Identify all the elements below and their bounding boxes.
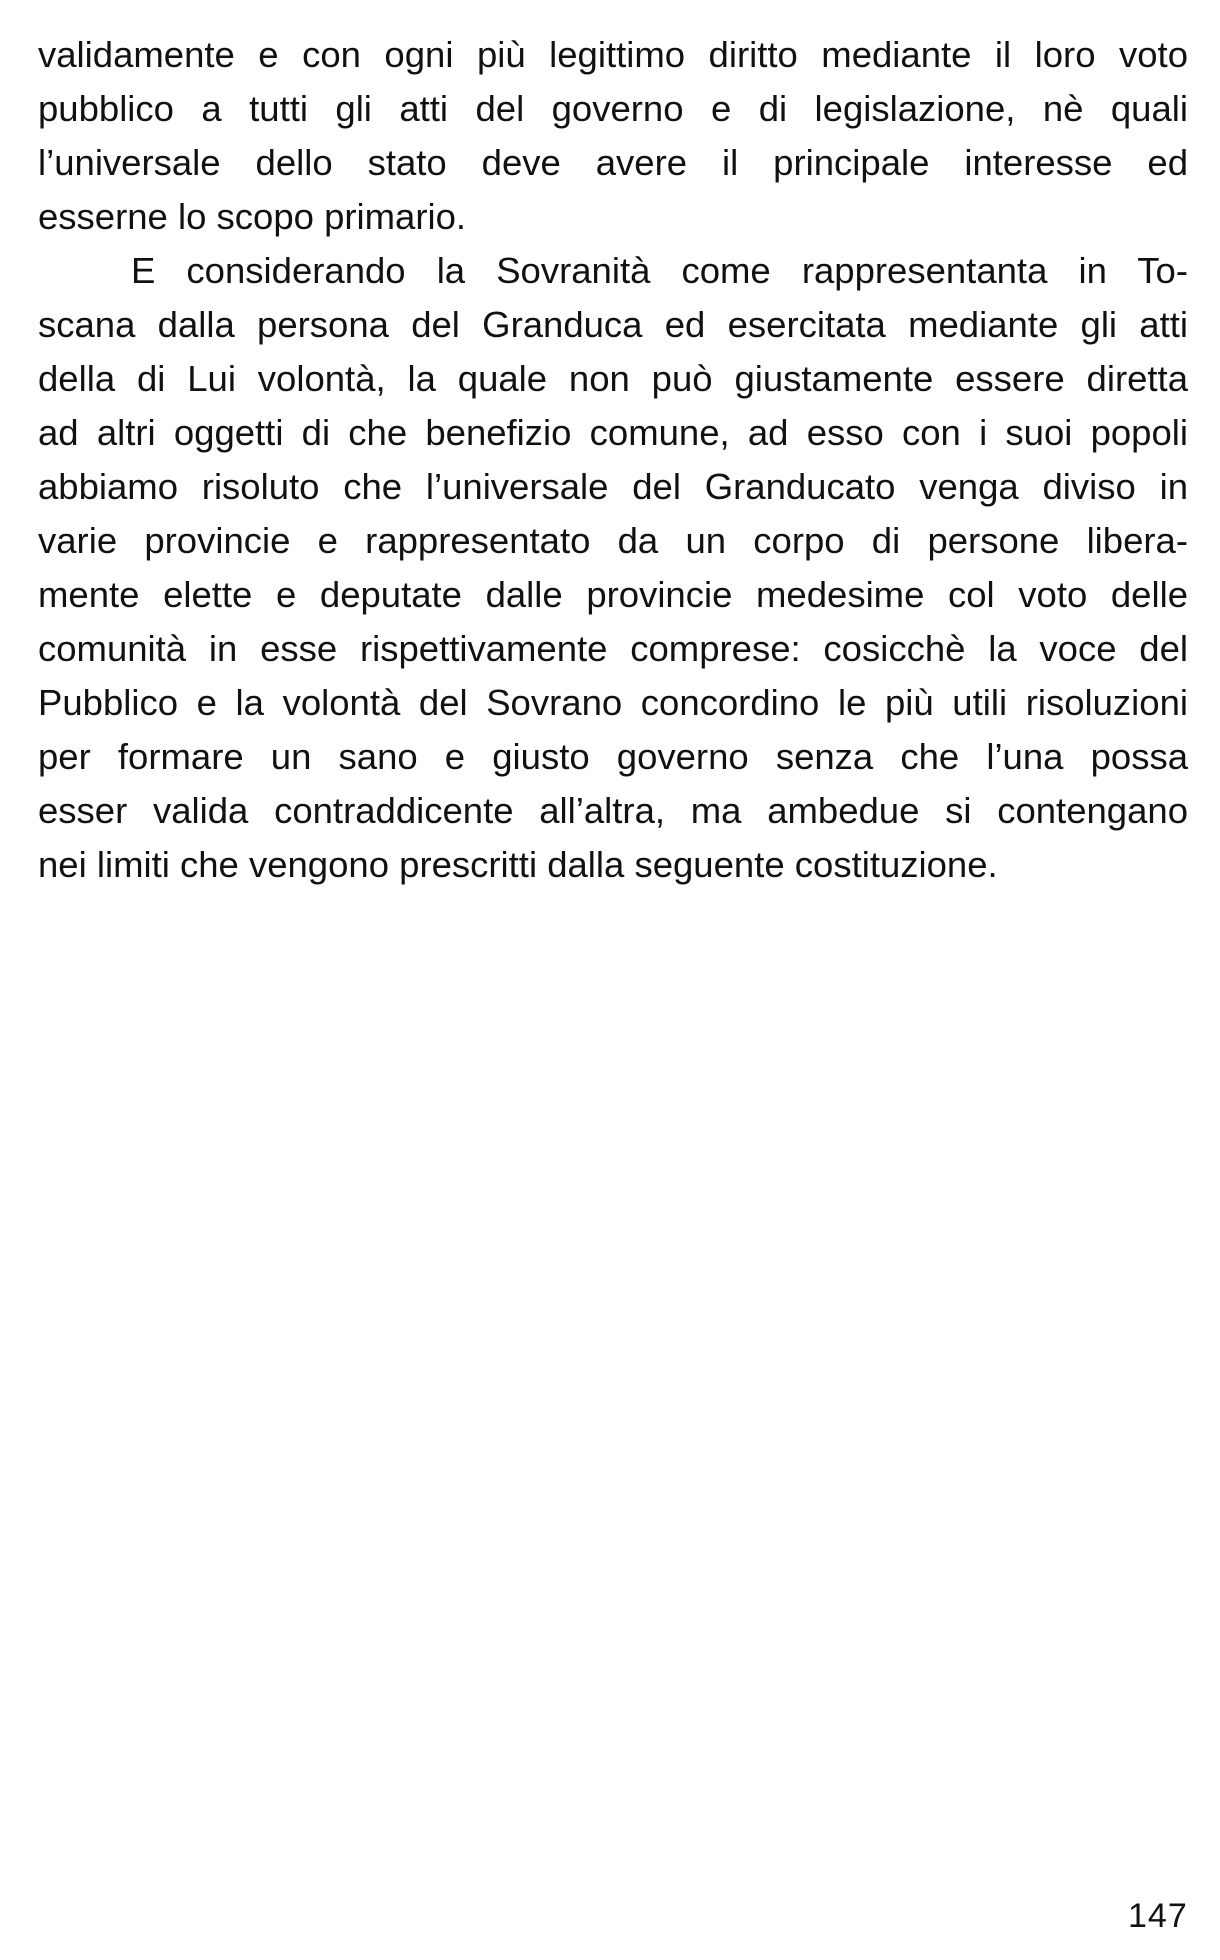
text-line: validamente e con ogni più legittimo diritto mediante il loro voto	[38, 34, 1188, 75]
text-line: esserne lo scopo primario.	[38, 196, 467, 237]
text-line: mente elette e deputate dalle provincie medesime col voto delle	[38, 574, 1188, 615]
text-line: della di Lui volontà, la quale non può giustamente essere diretta	[38, 358, 1188, 399]
body-text	[38, 28, 1188, 892]
text-line: scana dalla persona del Granduca ed esercitata mediante gli atti	[38, 304, 1188, 345]
text-line: comunità in esse rispettivamente comprese: cosicchè la voce del	[38, 628, 1188, 669]
text-line: l’universale dello stato deve avere il principale interesse ed	[38, 142, 1188, 183]
text-line: per formare un sano e giusto governo senza che l’una possa	[38, 736, 1188, 777]
text-line: varie provincie e rappresentato da un corpo di persone libera-	[38, 520, 1188, 561]
text-line: nei limiti che vengono prescritti dalla seguente costituzione.	[38, 844, 998, 885]
page-number: 147	[1128, 1897, 1188, 1935]
text-line: abbiamo risoluto che l’universale del Granducato venga diviso in	[38, 466, 1188, 507]
text-line: ad altri oggetti di che benefizio comune, ad esso con i suoi popoli	[38, 412, 1188, 453]
paragraph-1	[38, 28, 1188, 244]
text-line: esser valida contraddicente all’altra, ma ambedue si contengano	[38, 790, 1188, 831]
text-line: E considerando la Sovranità come rappresentanta in To-	[131, 250, 1188, 291]
text-line: Pubblico e la volontà del Sovrano concordino le più utili risoluzioni	[38, 682, 1188, 723]
text-line: pubblico a tutti gli atti del governo e di legislazione, nè quali	[38, 88, 1188, 129]
paragraph-2	[38, 244, 1188, 892]
